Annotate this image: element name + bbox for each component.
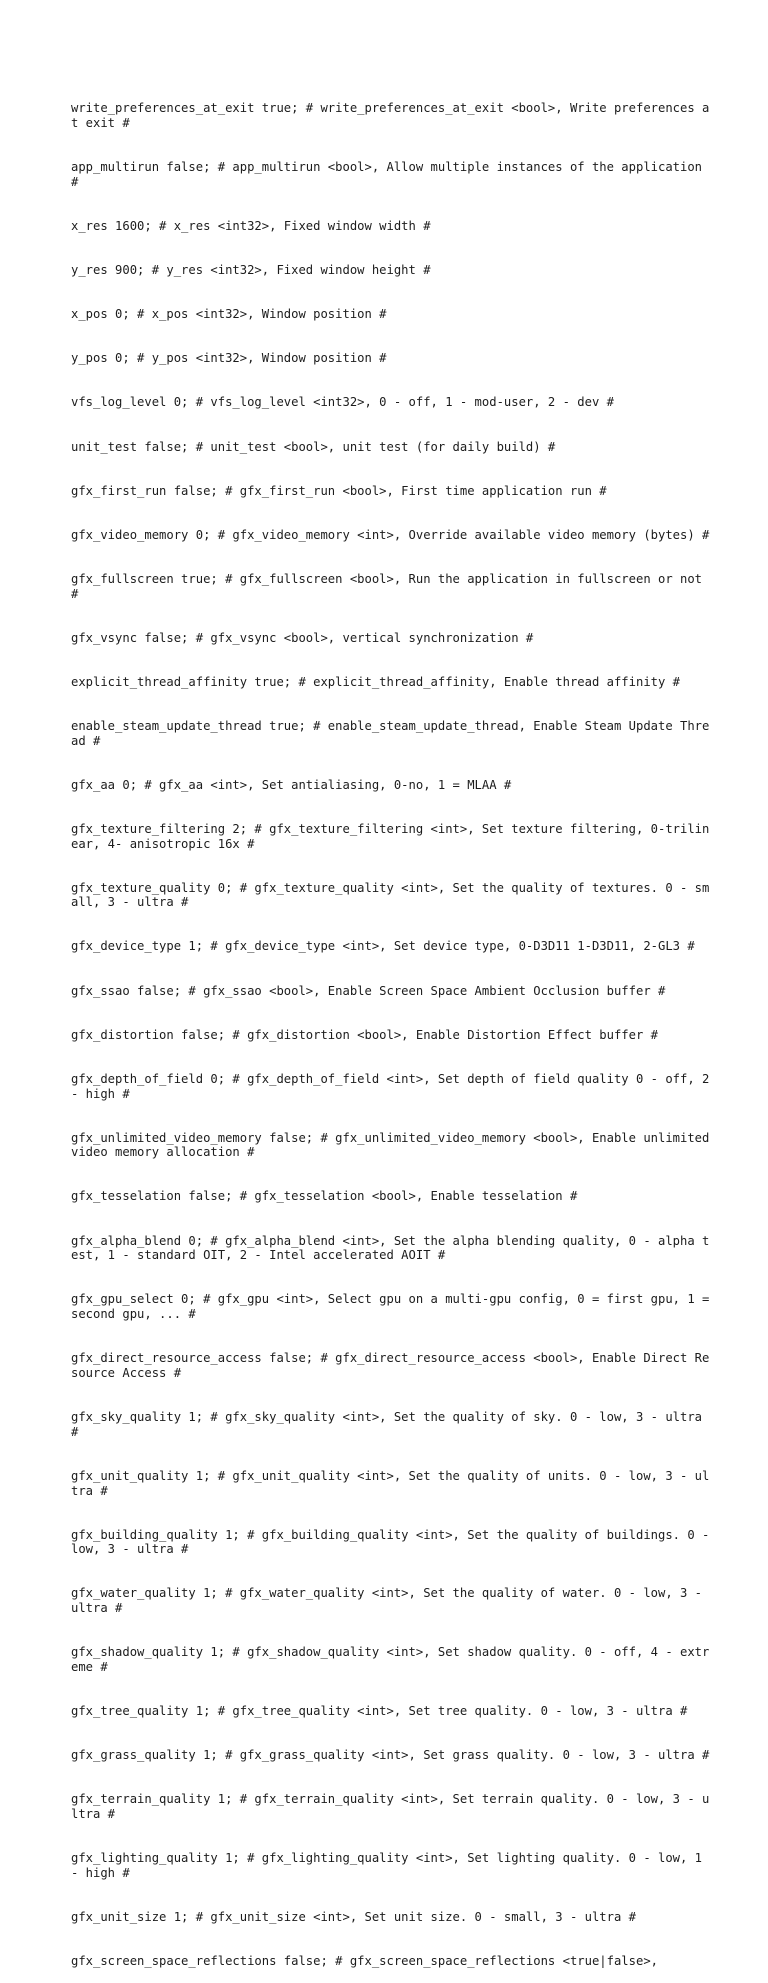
config-line: gfx_grass_quality 1; # gfx_grass_quality <int>, Set grass quality. 0 - low, 3 - ultra # — [71, 1748, 710, 1763]
config-line: unit_test false; # unit_test <bool>, unit test (for daily build) # — [71, 439, 556, 454]
config-line: gfx_texture_filtering 2; # gfx_texture_filtering <int>, Set texture filtering, 0-trilinear, 4- anisotropic 16x # — [71, 821, 710, 851]
config-line: gfx_distortion false; # gfx_distortion <bool>, Enable Distortion Effect buffer # — [71, 1027, 658, 1042]
config-line: vfs_log_level 0; # vfs_log_level <int32>, 0 - off, 1 - mod-user, 2 - dev # — [71, 395, 614, 410]
config-line: enable_steam_update_thread true; # enable_steam_update_thread, Enable Steam Update Thread # — [71, 718, 710, 748]
config-line: gfx_tree_quality 1; # gfx_tree_quality <int>, Set tree quality. 0 - low, 3 - ultra # — [71, 1704, 688, 1719]
config-line: explicit_thread_affinity true; # explicit_thread_affinity, Enable thread affinity # — [71, 674, 681, 689]
config-line: gfx_screen_space_reflections false; # gfx_screen_space_reflections <true|false>, — [71, 1954, 658, 1968]
config-line: y_res 900; # y_res <int32>, Fixed window height # — [71, 263, 431, 278]
config-line: gfx_gpu_select 0; # gfx_gpu <int>, Select gpu on a multi-gpu config, 0 = first gpu, 1 = second gpu, ... # — [71, 1292, 717, 1322]
config-line: gfx_lighting_quality 1; # gfx_lighting_quality <int>, Set lighting quality. 0 - low, 1 - high # — [71, 1851, 710, 1880]
config-line: gfx_vsync false; # gfx_vsync <bool>, vertical synchronization # — [71, 630, 534, 645]
config-line: gfx_first_run false; # gfx_first_run <bool>, First time application run # — [71, 483, 607, 498]
config-line: gfx_sky_quality 1; # gfx_sky_quality <int>, Set the quality of sky. 0 - low, 3 - ultra # — [71, 1409, 710, 1439]
config-line: gfx_direct_resource_access false; # gfx_direct_resource_access <bool>, Enable Direct Resource Access # — [71, 1351, 710, 1380]
config-line: x_res 1600; # x_res <int32>, Fixed window width # — [71, 219, 431, 234]
config-line: gfx_aa 0; # gfx_aa <int>, Set antialiasing, 0-no, 1 = MLAA # — [71, 777, 512, 792]
config-line: gfx_texture_quality 0; # gfx_texture_quality <int>, Set the quality of textures. 0 - small, 3 - ultra # — [71, 880, 710, 910]
config-line: y_pos 0; # y_pos <int32>, Window position # — [71, 351, 387, 366]
config-line: gfx_terrain_quality 1; # gfx_terrain_quality <int>, Set terrain quality. 0 - low, 3 - ultra # — [71, 1792, 710, 1821]
config-line: gfx_video_memory 0; # gfx_video_memory <int>, Override available video memory (bytes) # — [71, 527, 710, 542]
config-line: gfx_ssao false; # gfx_ssao <bool>, Enable Screen Space Ambient Occlusion buffer # — [71, 983, 666, 998]
config-line: gfx_alpha_blend 0; # gfx_alpha_blend <int>, Set the alpha blending quality, 0 - alpha test, 1 - standard OIT, 2 - Intel accelerated AOIT # — [71, 1233, 710, 1263]
config-line: gfx_tesselation false; # gfx_tesselation <bool>, Enable tesselation # — [71, 1189, 578, 1204]
config-line: gfx_unit_quality 1; # gfx_unit_quality <int>, Set the quality of units. 0 - low, 3 - ultra # — [71, 1468, 710, 1498]
config-line: gfx_water_quality 1; # gfx_water_quality <int>, Set the quality of water. 0 - low, 3 - ultra # — [71, 1586, 710, 1616]
config-line: x_pos 0; # x_pos <int32>, Window position # — [71, 307, 387, 322]
config-line: gfx_building_quality 1; # gfx_building_quality <int>, Set the quality of buildings. 0 - low, 3 - ultra # — [71, 1527, 717, 1557]
config-line: write_preferences_at_exit true; # write_preferences_at_exit <bool>, Write preferences at exit # — [71, 101, 710, 131]
config-line: gfx_device_type 1; # gfx_device_type <int>, Set device type, 0-D3D11 1-D3D11, 2-GL3 # — [71, 939, 695, 954]
config-line: gfx_unlimited_video_memory false; # gfx_unlimited_video_memory <bool>, Enable unlimited video memory allocation # — [71, 1130, 717, 1160]
config-line: gfx_shadow_quality 1; # gfx_shadow_quality <int>, Set shadow quality. 0 - off, 4 - extreme # — [71, 1645, 710, 1674]
config-line: gfx_unit_size 1; # gfx_unit_size <int>, Set unit size. 0 - small, 3 - ultra # — [71, 1909, 636, 1924]
config-line: gfx_fullscreen true; # gfx_fullscreen <bool>, Run the application in fullscreen or not # — [71, 571, 710, 601]
config-document — [71, 72, 717, 1983]
config-line: app_multirun false; # app_multirun <bool>, Allow multiple instances of the application # — [71, 160, 710, 189]
config-line: gfx_depth_of_field 0; # gfx_depth_of_field <int>, Set depth of field quality 0 - off, 2 - high # — [71, 1071, 717, 1101]
